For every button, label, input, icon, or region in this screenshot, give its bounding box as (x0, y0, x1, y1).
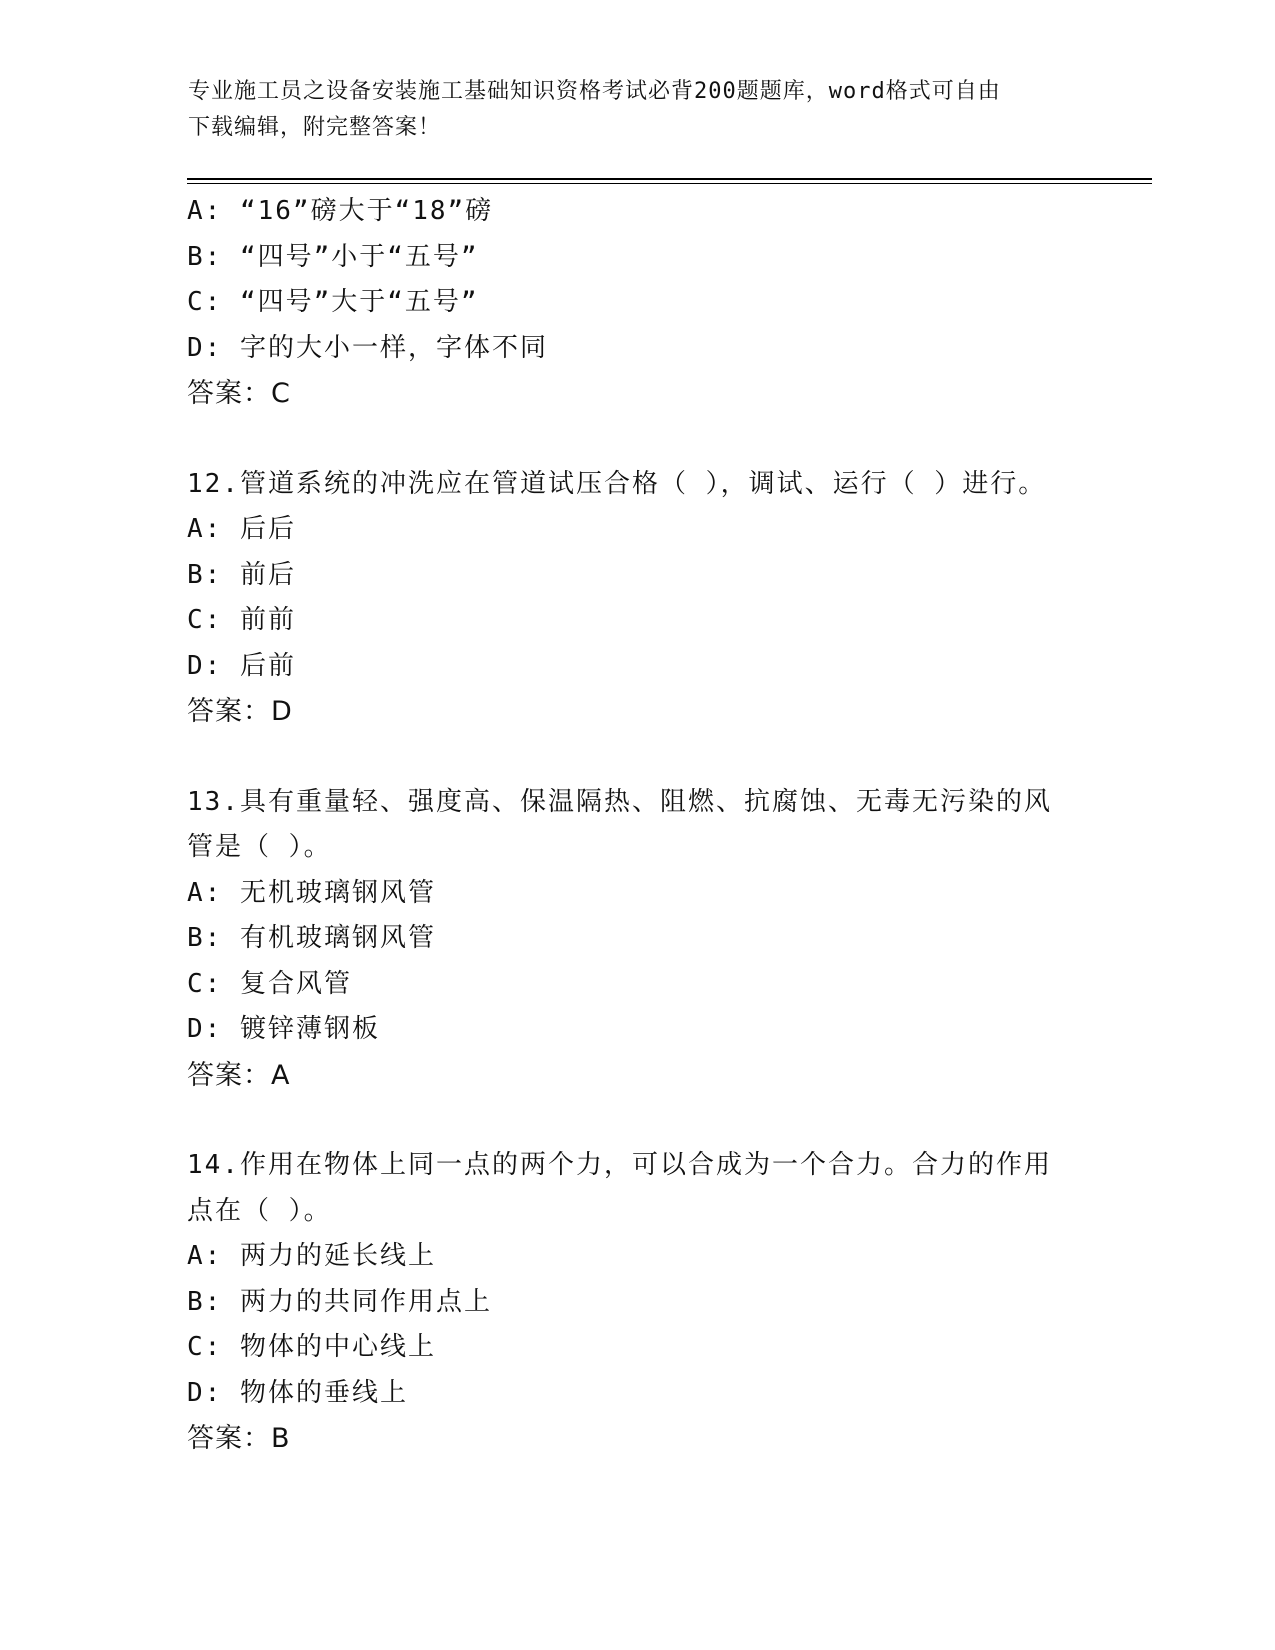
option-b: B: 两力的共同作用点上 (187, 1286, 492, 1317)
question-11 (187, 189, 1087, 417)
header-divider-thin (187, 183, 1152, 184)
option-d: D: 镀锌薄钢板 (187, 1014, 380, 1044)
option-d: D: 物体的垂线上 (187, 1377, 408, 1408)
spacer (187, 1098, 1087, 1143)
question-stem: 12.管道系统的冲洗应在管道试压合格（ ），调试、运行（ ）进行。 (187, 468, 1047, 499)
question-13 (187, 780, 1087, 1099)
option-a: A: 后后 (187, 514, 296, 544)
spacer (187, 417, 1087, 462)
answer-line: 答案：D (187, 696, 293, 727)
question-stem-line-1: 13.具有重量轻、强度高、保温隔热、阻燃、抗腐蚀、无毒无污染的风 (187, 786, 1052, 817)
option-d: D: 字的大小一样，字体不同 (187, 332, 548, 363)
question-list (187, 189, 1087, 1462)
question-14 (187, 1143, 1087, 1462)
option-b: B: 有机玻璃钢风管 (187, 923, 436, 953)
option-a: A: 无机玻璃钢风管 (187, 877, 436, 908)
question-stem-line-2: 管是（ ）。 (187, 832, 332, 862)
spacer (187, 735, 1087, 780)
option-c: C: 复合风管 (187, 968, 352, 999)
answer-line: 答案：A (187, 1059, 291, 1091)
answer-line: 答案：C (187, 378, 291, 409)
question-12 (187, 462, 1087, 735)
header-divider-thick (187, 178, 1152, 180)
document-header (188, 74, 1068, 146)
question-stem-line-1: 14.作用在物体上同一点的两个力，可以合成为一个合力。合力的作用 (187, 1150, 1052, 1180)
option-a: A: “16”磅大于“18”磅 (187, 196, 494, 226)
option-c: C: 物体的中心线上 (187, 1332, 436, 1362)
question-stem-line-2: 点在（ ）。 (187, 1195, 332, 1226)
option-c: C: “四号”大于“五号” (187, 287, 479, 317)
option-d: D: 后前 (187, 650, 296, 681)
header-line-2: 下载编辑，附完整答案！ (188, 115, 442, 140)
option-b: B: 前后 (187, 559, 296, 590)
option-c: C: 前前 (187, 605, 296, 635)
option-a: A: 两力的延长线上 (187, 1241, 436, 1271)
answer-line: 答案：B (187, 1423, 291, 1454)
header-line-1: 专业施工员之设备安装施工基础知识资格考试必背200题题库，word格式可自由 (188, 79, 1001, 104)
option-b: B: “四号”小于“五号” (187, 241, 479, 272)
